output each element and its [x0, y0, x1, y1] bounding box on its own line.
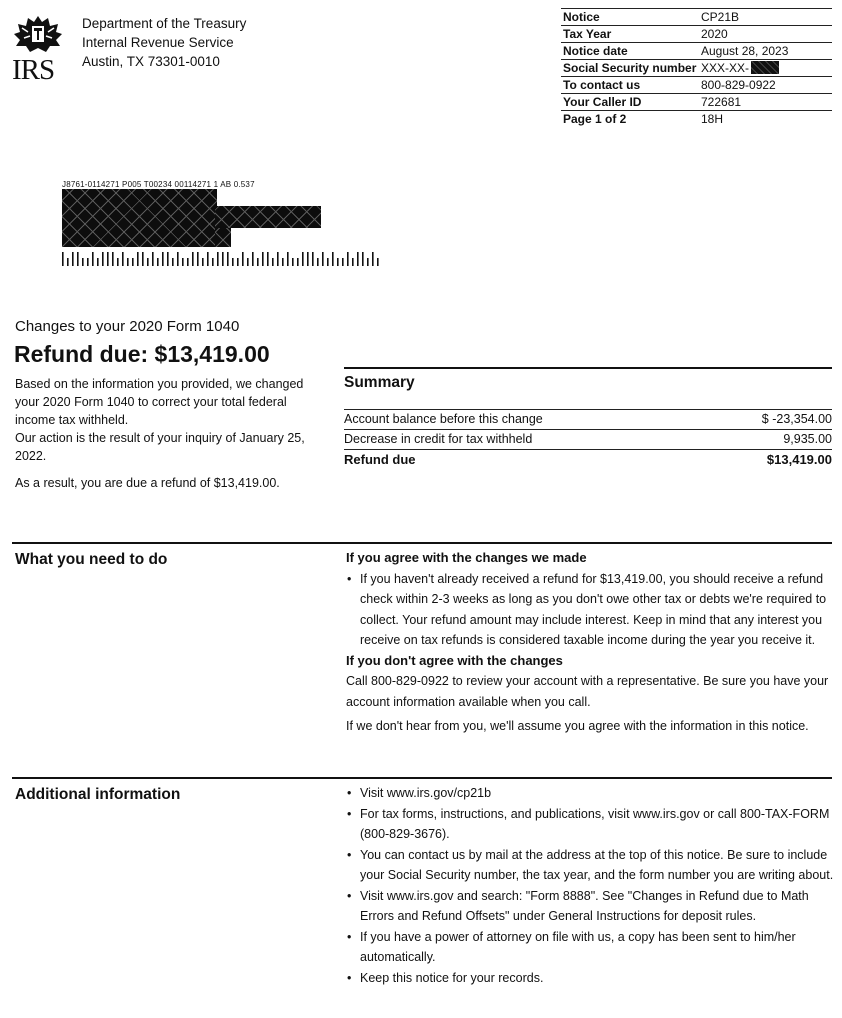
barcode-bar [202, 258, 204, 266]
barcode-bar [237, 258, 239, 266]
notice-info-row [561, 111, 832, 128]
barcode-bar [192, 252, 194, 266]
agency-line: Internal Revenue Service [82, 35, 234, 50]
postal-barcode [62, 250, 382, 268]
barcode-bar [342, 258, 344, 266]
additional-info-title: Additional information [15, 786, 181, 803]
list-item: • Keep this notice for your records. [346, 968, 834, 989]
barcode-bar [307, 252, 309, 266]
barcode-bar [302, 252, 304, 266]
notice-info-row [561, 9, 832, 26]
barcode-bar [362, 252, 364, 266]
what-to-do-body [346, 548, 834, 737]
list-item: • If you have a power of attorney on file with us, a copy has been sent to him/her automatically. [346, 927, 834, 968]
logo-wordmark: IRS [12, 54, 55, 86]
summary-title: Summary [344, 374, 415, 391]
eagle-emblem-icon [12, 12, 64, 56]
barcode-bar [377, 258, 379, 266]
barcode-bar [327, 258, 329, 266]
list-item: • Visit www.irs.gov and search: "Form 8888". See "Changes in Refund due to Math Errors and Refund Offsets" under General Instructions for deposit rules. [346, 886, 834, 927]
barcode-bar [97, 258, 99, 266]
summary-total-label: Refund due [344, 452, 416, 467]
barcode-bar [172, 258, 174, 266]
barcode-bar [167, 252, 169, 266]
address-redaction [215, 228, 231, 247]
notice-info-label: Social Security number [561, 60, 699, 77]
notice-info-row [561, 60, 832, 77]
notice-info-row [561, 43, 832, 60]
barcode-bar [177, 252, 179, 266]
barcode-bar [147, 258, 149, 266]
summary-box [344, 367, 832, 469]
barcode-bar [87, 258, 89, 266]
intro-text: Based on the information you provided, we changed your 2020 Form 1040 to correct your total federal income tax withheld. [15, 377, 304, 427]
summary-row-amount: 9,935.00 [783, 432, 832, 446]
barcode-bar [332, 252, 334, 266]
barcode-bar [357, 252, 359, 266]
disagree-text: Call 800-829-0922 to review your account with a representative. Be sure you have your account information available when you call. [346, 674, 829, 709]
what-to-do-title: What you need to do [15, 551, 168, 568]
notice-info-value: 18H [699, 111, 832, 128]
barcode-bar [292, 258, 294, 266]
agree-list [346, 569, 834, 651]
barcode-bar [67, 258, 69, 266]
summary-row-label: Decrease in credit for tax withheld [344, 432, 533, 446]
barcode-bar [142, 252, 144, 266]
barcode-bar [272, 258, 274, 266]
barcode-bar [322, 252, 324, 266]
refund-due-heading: Refund due: $13,419.00 [14, 341, 270, 367]
summary-row [344, 409, 832, 429]
barcode-bar [277, 252, 279, 266]
agency-address [82, 14, 246, 71]
section-divider [12, 542, 832, 544]
barcode-bar [107, 252, 109, 266]
barcode-bar [187, 258, 189, 266]
barcode-bar [62, 252, 64, 266]
agree-heading: If you agree with the changes we made [346, 550, 587, 565]
barcode-bar [317, 258, 319, 266]
barcode-bar [337, 258, 339, 266]
agency-line: Austin, TX 73301-0010 [82, 54, 220, 69]
inquiry-text: Our action is the result of your inquiry of January 25, 2022. [15, 431, 305, 463]
barcode-bar [367, 258, 369, 266]
notice-info-value: CP21B [699, 9, 832, 26]
notice-info-row [561, 26, 832, 43]
barcode-bar [127, 258, 129, 266]
barcode-bar [282, 258, 284, 266]
barcode-bar [227, 252, 229, 266]
notice-info-row [561, 94, 832, 111]
notice-info-label: Notice date [561, 43, 699, 60]
notice-info-label: To contact us [561, 77, 699, 94]
address-redaction [62, 189, 217, 247]
barcode-bar [372, 252, 374, 266]
additional-info-body [346, 783, 834, 988]
list-item: • If you haven't already received a refund for $13,419.00, you should receive a refund check within 2-3 weeks as long as you don't owe other tax or debts we're required to collect. Your refund amount may include interest. Keep in mind that any interest you receive on tax refunds is considered taxable income during the year you receive it. [346, 569, 834, 651]
barcode-bar [267, 252, 269, 266]
barcode-bar [297, 258, 299, 266]
barcode-bar [252, 252, 254, 266]
summary-row-amount: $ -23,354.00 [761, 412, 832, 426]
barcode-bar [242, 252, 244, 266]
barcode-bar [262, 252, 264, 266]
barcode-bar [152, 252, 154, 266]
additional-info-list [346, 783, 834, 988]
barcode-bar [197, 252, 199, 266]
address-redaction [215, 206, 321, 228]
list-item: • For tax forms, instructions, and publications, visit www.irs.gov or call 800-TAX-FORM (800-829-3676). [346, 804, 834, 845]
barcode-bar [212, 258, 214, 266]
form-change-subtitle: Changes to your 2020 Form 1040 [15, 318, 240, 335]
notice-info-label: Page 1 of 2 [561, 111, 699, 128]
barcode-bar [157, 258, 159, 266]
barcode-bar [287, 252, 289, 266]
summary-total-amount: $13,419.00 [766, 452, 832, 467]
barcode-bar [217, 252, 219, 266]
barcode-bar [117, 258, 119, 266]
irs-logo [12, 12, 64, 84]
ssn-cell [699, 60, 832, 77]
notice-info-value: 800-829-0922 [699, 77, 832, 94]
notice-info-label: Tax Year [561, 26, 699, 43]
summary-row [344, 429, 832, 449]
barcode-bar [222, 252, 224, 266]
barcode-bar [102, 252, 104, 266]
section-divider [12, 777, 832, 779]
notice-info-row [561, 77, 832, 94]
notice-info-value: 722681 [699, 94, 832, 111]
agency-line: Department of the Treasury [82, 16, 247, 31]
intro-paragraph [15, 375, 305, 465]
ssn-redaction [751, 61, 779, 74]
barcode-bar [312, 252, 314, 266]
barcode-bar [232, 258, 234, 266]
no-reply-text: If we don't hear from you, we'll assume you agree with the information in this notice. [346, 719, 809, 733]
disagree-heading: If you don't agree with the changes [346, 652, 563, 668]
notice-info-value: XXX-XX- [701, 61, 750, 75]
refund-result-text: As a result, you are due a refund of $13,419.00. [15, 476, 280, 490]
list-item: • You can contact us by mail at the address at the top of this notice. Be sure to include your Social Security number, the tax year, and the form number you are writing about. [346, 845, 834, 886]
notice-info-value: August 28, 2023 [699, 43, 832, 60]
barcode-id-text: J8761-0114271 P005 T00234 00114271 1 AB 0.537 [62, 180, 255, 189]
barcode-bar [347, 252, 349, 266]
barcode-bar [257, 258, 259, 266]
notice-info-table [561, 8, 832, 127]
barcode-bar [162, 252, 164, 266]
summary-row-label: Account balance before this change [344, 412, 543, 426]
barcode-bar [122, 252, 124, 266]
barcode-bar [82, 258, 84, 266]
notice-info-label: Notice [561, 9, 699, 26]
list-item: • Visit www.irs.gov/cp21b [346, 783, 834, 804]
barcode-bar [112, 252, 114, 266]
barcode-bar [137, 252, 139, 266]
barcode-bar [92, 252, 94, 266]
barcode-bar [77, 252, 79, 266]
barcode-bar [207, 252, 209, 266]
barcode-bar [247, 258, 249, 266]
notice-info-value: 2020 [699, 26, 832, 43]
summary-total-row [344, 449, 832, 469]
barcode-bar [182, 258, 184, 266]
barcode-bar [352, 258, 354, 266]
barcode-bar [132, 258, 134, 266]
notice-info-label: Your Caller ID [561, 94, 699, 111]
barcode-bar [72, 252, 74, 266]
